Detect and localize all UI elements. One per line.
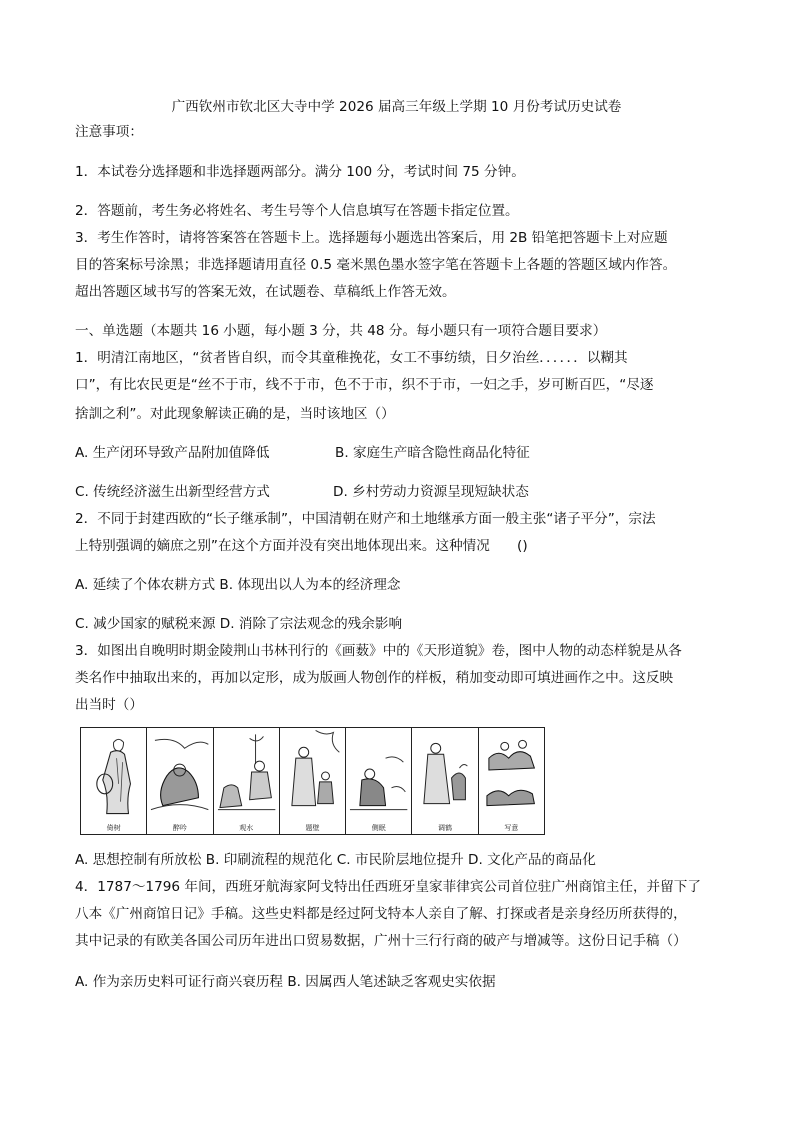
section-heading: 一、单选题（本题共 16 小题，每小题 3 分，共 48 分。每小题只有一项符合题目要求）	[75, 323, 607, 339]
figure-drawing-7	[479, 728, 544, 818]
figure-caption-7: 写意	[504, 824, 519, 832]
figure-caption-3: 观水	[239, 824, 254, 832]
figure-drawing-3	[214, 728, 279, 818]
figure-panel-6	[412, 728, 478, 834]
figure-drawing-6	[412, 728, 477, 818]
figure-panel-3	[214, 728, 280, 834]
figure-panel-2	[147, 728, 213, 834]
question-1-option-a: A. 生产闭环导致产品附加值降低	[75, 445, 270, 461]
figure-caption-2: 醉吟	[172, 824, 187, 832]
figure-drawing-5	[346, 728, 411, 818]
figure-caption-1: 倚树	[106, 824, 121, 832]
question-1-line-3: 捨訓之利”。对此现象解读正确的是，当时该地区（）	[75, 406, 395, 422]
woodblock-figure-strip	[80, 727, 545, 835]
question-1-option-b: B. 家庭生产暗含隐性商品化特征	[335, 445, 530, 461]
question-2-line-1: 2．不同于封建西欧的“长子继承制”，中国清朝在财产和土地继承方面一般主张“诸子平分”，宗法	[75, 511, 656, 527]
figure-drawing-1	[81, 728, 146, 818]
question-1-line-1: 1．明清江南地区，“贫者皆自织，而令其童稚挽花，女工不事纺绩，日夕治丝．．．．．．以糊其	[75, 350, 628, 366]
notice-item-2: 2．答题前，考生务必将姓名、考生号等个人信息填写在答题卡指定位置。	[75, 203, 519, 219]
notice-item-1: 1．本试卷分选择题和非选择题两部分。满分 100 分，考试时间 75 分钟。	[75, 164, 525, 180]
question-3-line-2: 类名作中抽取出来的，再加以定形，成为版画人物创作的样板，稍加变动即可填进画作之中。这反映	[75, 670, 674, 686]
question-3-options: A. 思想控制有所放松 B. 印刷流程的规范化 C. 市民阶层地位提升 D. 文化产品的商品化	[75, 852, 596, 868]
notice-item-3-line-3: 超出答题区域书写的答案无效，在试题卷、草稿纸上作答无效。	[75, 284, 456, 300]
figure-caption-4: 题壁	[305, 824, 320, 832]
exam-title: 广西钦州市钦北区大寺中学 2026 届高三年级上学期 10 月份考试历史试卷	[171, 99, 622, 115]
question-2-line-2: 上特别强调的嫡庶之别”在这个方面并没有突出地体现出来。这种情况 ()	[75, 538, 528, 554]
question-1-line-2: 口”，有比农民更是“丝不于市，线不于市，色不于市，织不于市，一妇之手，岁可断百匹，“尽逐	[75, 377, 654, 393]
figure-panel-5	[346, 728, 412, 834]
figure-drawing-4	[280, 728, 345, 818]
figure-caption-5: 侧眠	[371, 824, 386, 832]
notice-heading: 注意事项：	[75, 124, 143, 140]
question-2-options-ab: A. 延续了个体农耕方式 B. 体现出以人为本的经济理念	[75, 577, 401, 593]
question-3-line-1: 3．如图出自晚明时期金陵荆山书林刊行的《画薮》中的《天形道貌》卷，图中人物的动态样貌是从各	[75, 643, 682, 659]
question-4-line-2: 八本《广州商馆日记》手稿。这些史料都是经过阿戈特本人亲自了解、打探或者是亲身经历所获得的，	[75, 906, 687, 922]
question-3-line-3: 出当时（）	[75, 697, 143, 713]
figure-caption-6: 调鹤	[438, 824, 453, 832]
figure-panel-4	[280, 728, 346, 834]
figure-drawing-2	[147, 728, 212, 818]
question-1-option-d: D. 乡村劳动力资源呈现短缺状态	[333, 484, 529, 500]
question-1-option-c: C. 传统经济滋生出新型经营方式	[75, 484, 270, 500]
notice-item-3-line-1: 3．考生作答时，请将答案答在答题卡上。选择题每小题选出答案后，用 2B 铅笔把答题卡上对应题	[75, 230, 668, 246]
question-4-options-ab: A. 作为亲历史料可证行商兴衰历程 B. 因属西人笔述缺乏客观史实依据	[75, 974, 496, 990]
figure-panel-1	[81, 728, 147, 834]
notice-item-3-line-2: 目的答案标号涂黑；非选择题请用直径 0.5 毫米黑色墨水签字笔在答题卡上各题的答题区域内作答。	[75, 257, 677, 273]
question-2-options-cd: C. 减少国家的赋税来源 D. 消除了宗法观念的残余影响	[75, 616, 403, 632]
question-4-line-3: 其中记录的有欧美各国公司历年进出口贸易数据，广州十三行行商的破产与增减等。这份日记手稿（）	[75, 933, 687, 949]
question-4-line-1: 4．1787～1796 年间，西班牙航海家阿戈特出任西班牙皇家菲律宾公司首位驻广州商馆主任，并留下了	[75, 879, 701, 895]
figure-panel-7	[479, 728, 544, 834]
